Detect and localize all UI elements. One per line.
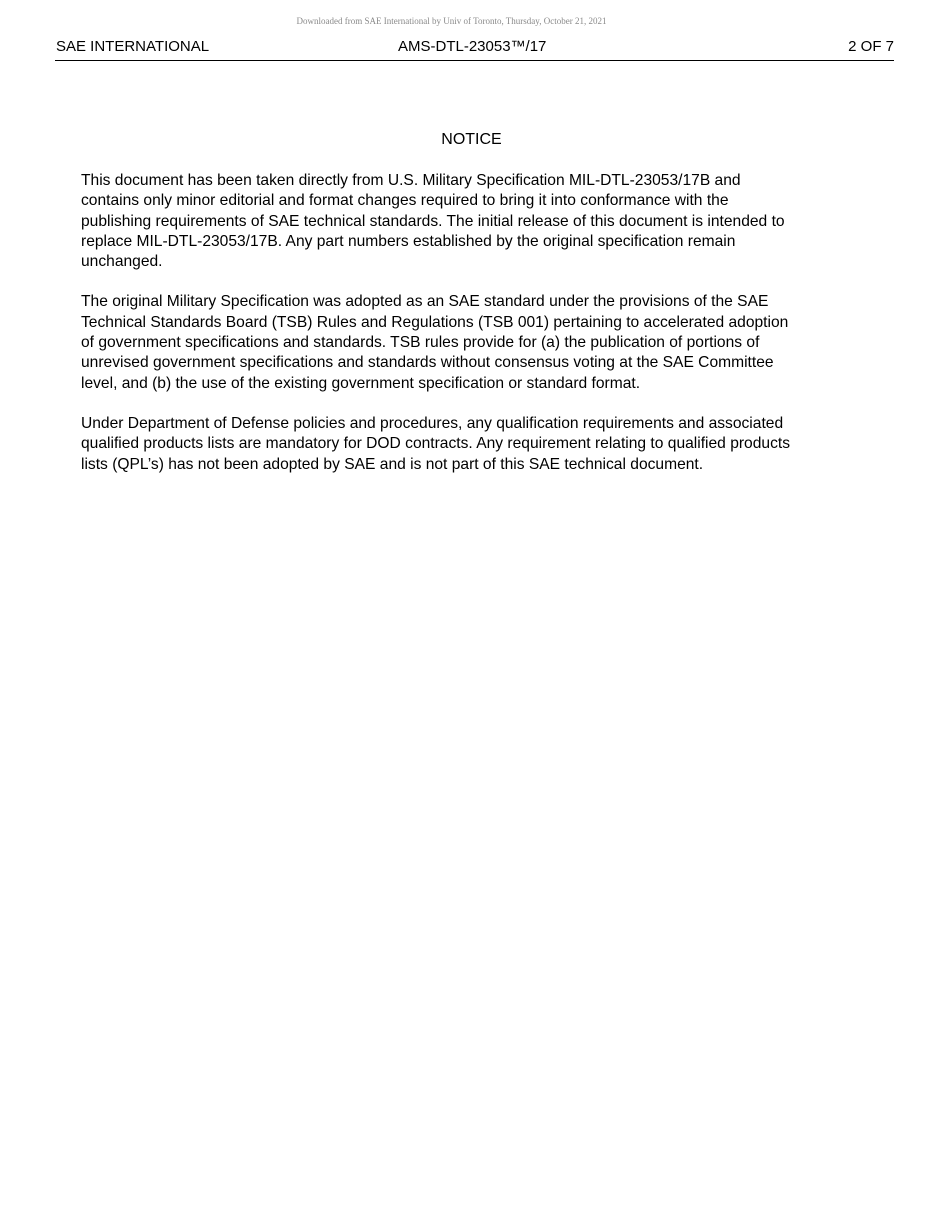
download-watermark: Downloaded from SAE International by Univ of Toronto, Thursday, October 21, 2021 [296, 16, 607, 26]
paragraph-line: unchanged. [81, 253, 163, 271]
paragraph-line: This document has been taken directly from U.S. Military Specification MIL-DTL-23053/17B and [81, 172, 741, 189]
header-document-id: AMS-DTL-23053™/17 [398, 38, 547, 55]
header-organization: SAE INTERNATIONAL [56, 38, 210, 55]
notice-body [81, 171, 871, 495]
paragraph-line: The original Military Specification was adopted as an SAE standard under the provisions of the SAE [81, 293, 769, 311]
paragraph-line: Technical Standards Board (TSB) Rules and Regulations (TSB 001) pertaining to accelerated adoption [81, 313, 789, 331]
header-page-number: 2 OF 7 [848, 38, 894, 55]
notice-paragraph-2 [81, 292, 871, 393]
paragraph-line: Under Department of Defense policies and procedures, any qualification requirements and associated [81, 414, 784, 432]
paragraph-line: lists (QPL’s) has not been adopted by SAE and is not part of this SAE technical document. [81, 455, 704, 473]
paragraph-line: replace MIL-DTL-23053/17B. Any part numbers established by the original specification remain [81, 232, 736, 250]
notice-paragraph-3 [81, 414, 871, 475]
paragraph-line: publishing requirements of SAE technical standards. The initial release of this document is intended to [81, 212, 785, 230]
notice-paragraph-1 [81, 171, 871, 272]
notice-title: NOTICE [441, 131, 502, 148]
page-header [55, 38, 894, 61]
paragraph-line: qualified products lists are mandatory for DOD contracts. Any requirement relating to qualified products [81, 435, 790, 453]
paragraph-line: of government specifications and standards. TSB rules provide for (a) the publication of portions of [81, 334, 760, 352]
paragraph-line: contains only minor editorial and format changes required to bring it into conformance with the [81, 192, 729, 210]
paragraph-line: unrevised government specifications and standards without consensus voting at the SAE Committee [81, 354, 774, 372]
paragraph-line: level, and (b) the use of the existing government specification or standard format. [81, 374, 641, 392]
